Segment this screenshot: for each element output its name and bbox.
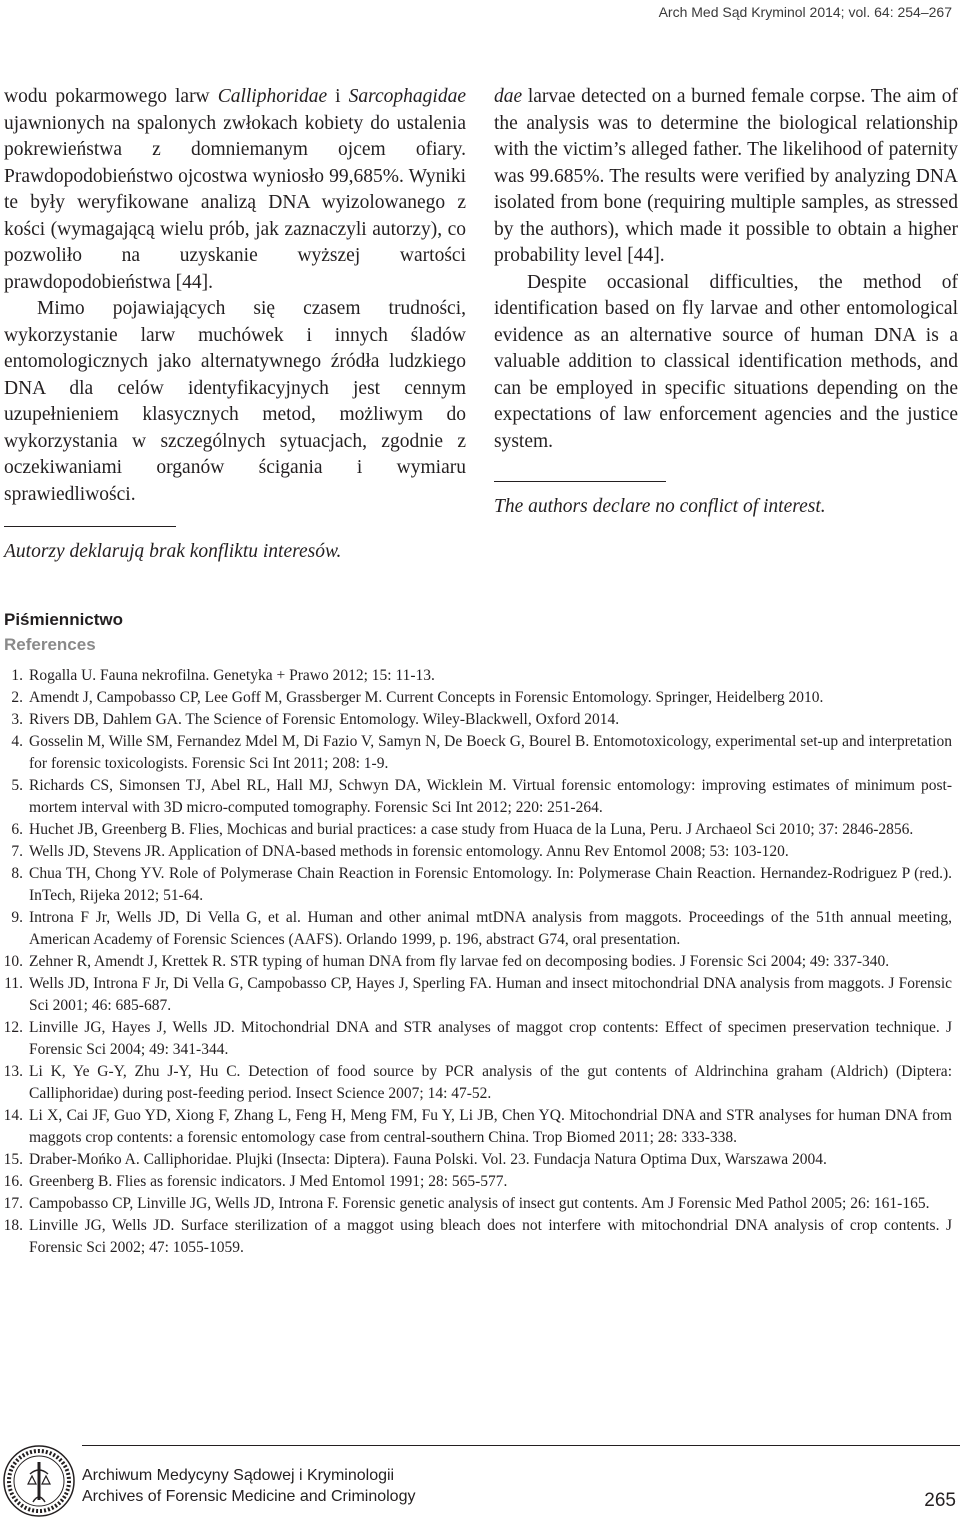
reference-item: 3. Rivers DB, Dahlem GA. The Science of Forensic Entomology. Wiley-Blackwell, Oxford 2014.	[11, 711, 620, 728]
running-head: Arch Med Sąd Kryminol 2014; vol. 64: 254–267	[658, 4, 952, 20]
journal-name-polish: Archiwum Medycyny Sądowej i Kryminologii	[82, 1467, 395, 1484]
left-paragraph-2: Mimo pojawiających się czasem trudności, wykorzystanie larw muchówek i innych śladów entomologicznych jako alternatywnego źródła ludzkiego DNA dla celów identyfikacyjnych jest cennym uzupełnieniem klasycznych metod, możliwym do wykorzystania w szczególnych sytuacjach, zgodnie z oczekiwaniami organów ścigania i wymiaru sprawiedliwości.	[4, 298, 466, 505]
reference-item: 16. Greenberg B. Flies as forensic indicators. J Med Entomol 1991; 28: 565-577.	[3, 1173, 508, 1190]
left-separator-rule	[4, 526, 176, 527]
journal-name-english: Archives of Forensic Medicine and Criminology	[82, 1488, 416, 1505]
right-column-english	[494, 84, 958, 518]
right-p1-italic: dae	[494, 86, 523, 107]
reference-item: 15. Draber-Mońko A. Calliphoridae. Plujki (Insecta: Diptera). Fauna Polski. Vol. 23. Fundacja Natura Optima Dux, Warszawa 2004.	[3, 1151, 827, 1168]
reference-item: 14. Li X, Cai JF, Guo YD, Xiong F, Zhang L, Feng H, Meng FM, Fu Y, Li JB, Chen YQ. Mitochondrial DNA and STR analyses for human DNA from maggots crop contents: a forensic entomology case from central-southern China. Trop Biomed 2011; 28: 333-338.	[3, 1107, 952, 1146]
left-conflict-statement: Autorzy deklarują brak konfliktu interesów.	[4, 541, 342, 562]
left-p1-text-c: ujawnionych na spalonych zwłokach kobiety do ustalenia pokrewieństwa z domniemanym ojcem ofiary. Prawdopodobieństwo ojcostwa wyniosło 99,685%. Wyniki te były weryfikowane analizą DNA wyizolowanego z kości (wymagającą wielu prób, jak zaznaczyli autorzy), co pozwoliło na uzyskanie wyższej wartości prawdopodobieństwa [44].	[4, 112, 466, 293]
right-p1-text: larvae detected on a burned female corpse. The aim of the analysis was to determine the biological relationship with the victim’s alleged father. The likelihood of paternity was 99.685%. The results were verified by analyzing DNA isolated from bone (requiring multiple samples, as stressed by the authors), which made it possible to obtain a higher probability level [44].	[494, 86, 958, 266]
reference-item: 4. Gosselin M, Wille SM, Fernandez Mdel M, Di Fazio V, Samyn N, De Boeck G, Bourel B. Entomotoxicology, experimental set-up and interpretation for forensic toxicologists. Forensic Sci Int 2011; 208: 1-9.	[11, 733, 952, 772]
page-number: 265	[924, 1490, 956, 1511]
reference-item: 9. Introna F Jr, Wells JD, Di Vella G, et al. Human and other animal mtDNA analysis from maggots. Proceedings of the 51th annual meeting, American Academy of Forensic Sciences (AAFS). Orlando 1999, p. 196, abstract G74, oral presentation.	[11, 909, 952, 948]
right-conflict-statement: The authors declare no conflict of interest.	[494, 496, 826, 517]
right-separator-rule	[494, 481, 666, 482]
reference-item: 12. Linville JG, Hayes J, Wells JD. Mitochondrial DNA and STR analyses of maggot crop contents: Effect of specimen preservation technique. J Forensic Sci 2004; 49: 341-344.	[3, 1019, 952, 1058]
reference-item: 6. Huchet JB, Greenberg B. Flies, Mochicas and burial practices: a case study from Huaca de la Luna, Peru. J Archaeol Sci 2010; 37: 2846-2856.	[11, 821, 914, 838]
left-p1-italic-a: Calliphoridae	[217, 86, 328, 107]
left-column-polish	[4, 84, 466, 563]
right-paragraph-2: Despite occasional difficulties, the method of identification based on fly larvae and other entomological evidence as an alternative source of human DNA is a valuable addition to classical identification methods, and can be employed in specific situations depending on the expectations of law enforcement agencies and the justice system.	[494, 271, 958, 452]
references-heading-polish: Piśmiennictwo	[4, 610, 124, 629]
reference-item: 8. Chua TH, Chong YV. Role of Polymerase Chain Reaction in Forensic Entomology. In: Polymerase Chain Reaction. Hernandez-Rodriguez P (red.). InTech, Rijeka 2012; 51-64.	[11, 865, 952, 904]
footer-rule	[82, 1445, 960, 1446]
reference-item: 1. Rogalla U. Fauna nekrofilna. Genetyka + Prawo 2012; 15: 11-13.	[11, 667, 435, 684]
left-p1-text-b: i	[327, 86, 349, 107]
reference-item: 13. Li K, Ye G-Y, Zhu J-Y, Hu C. Detection of food source by PCR analysis of the gut contents of Aldrinchina graham (Aldrich) (Diptera: Calliphoridae) during post-feeding period. Insect Science 2007; 14: 47-52.	[3, 1063, 952, 1102]
reference-item: 18. Linville JG, Wells JD. Surface sterilization of a maggot using bleach does not interfere with mitochondrial DNA analysis of crop contents. J Forensic Sci 2002; 47: 1055-1059.	[3, 1217, 952, 1256]
reference-item: 17. Campobasso CP, Linville JG, Wells JD, Introna F. Forensic genetic analysis of insect gut contents. Am J Forensic Med Pathol 2005; 26: 161-165.	[3, 1195, 930, 1212]
reference-item: 11. Wells JD, Introna F Jr, Di Vella G, Campobasso CP, Hayes J, Sperling FA. Human and insect mitochondrial DNA analysis from maggots. J Forensic Sci 2001; 46: 685-687.	[4, 975, 952, 1014]
reference-item: 7. Wells JD, Stevens JR. Application of DNA-based methods in forensic entomology. Annu Rev Entomol 2008; 53: 103-120.	[11, 843, 789, 860]
reference-item: 5. Richards CS, Simonsen TJ, Abel RL, Hall MJ, Schwyn DA, Wicklein M. Virtual forensic entomology: improving estimates of minimum post-mortem interval with 3D micro-computed tomography. Forensic Sci Int 2012; 220: 251-264.	[11, 777, 952, 816]
references-heading-english: References	[4, 635, 96, 654]
references-list	[0, 665, 952, 1259]
left-p1-text-a: wodu pokarmowego larw	[4, 86, 218, 107]
left-paragraph-1	[4, 84, 466, 296]
right-paragraph-1	[494, 84, 958, 270]
left-p1-italic-b: Sarcophagidae	[348, 86, 466, 107]
reference-item: 2. Amendt J, Campobasso CP, Lee Goff M, Grassberger M. Current Concepts in Forensic Entomology. Springer, Heidelberg 2010.	[11, 689, 824, 706]
reference-item: 10. Zehner R, Amendt J, Krettek R. STR typing of human DNA from fly larvae fed on decomposing bodies. J Forensic Sci 2004; 49: 337-340.	[3, 953, 890, 970]
society-seal-logo-icon	[2, 1444, 76, 1518]
references-heading	[4, 610, 123, 655]
